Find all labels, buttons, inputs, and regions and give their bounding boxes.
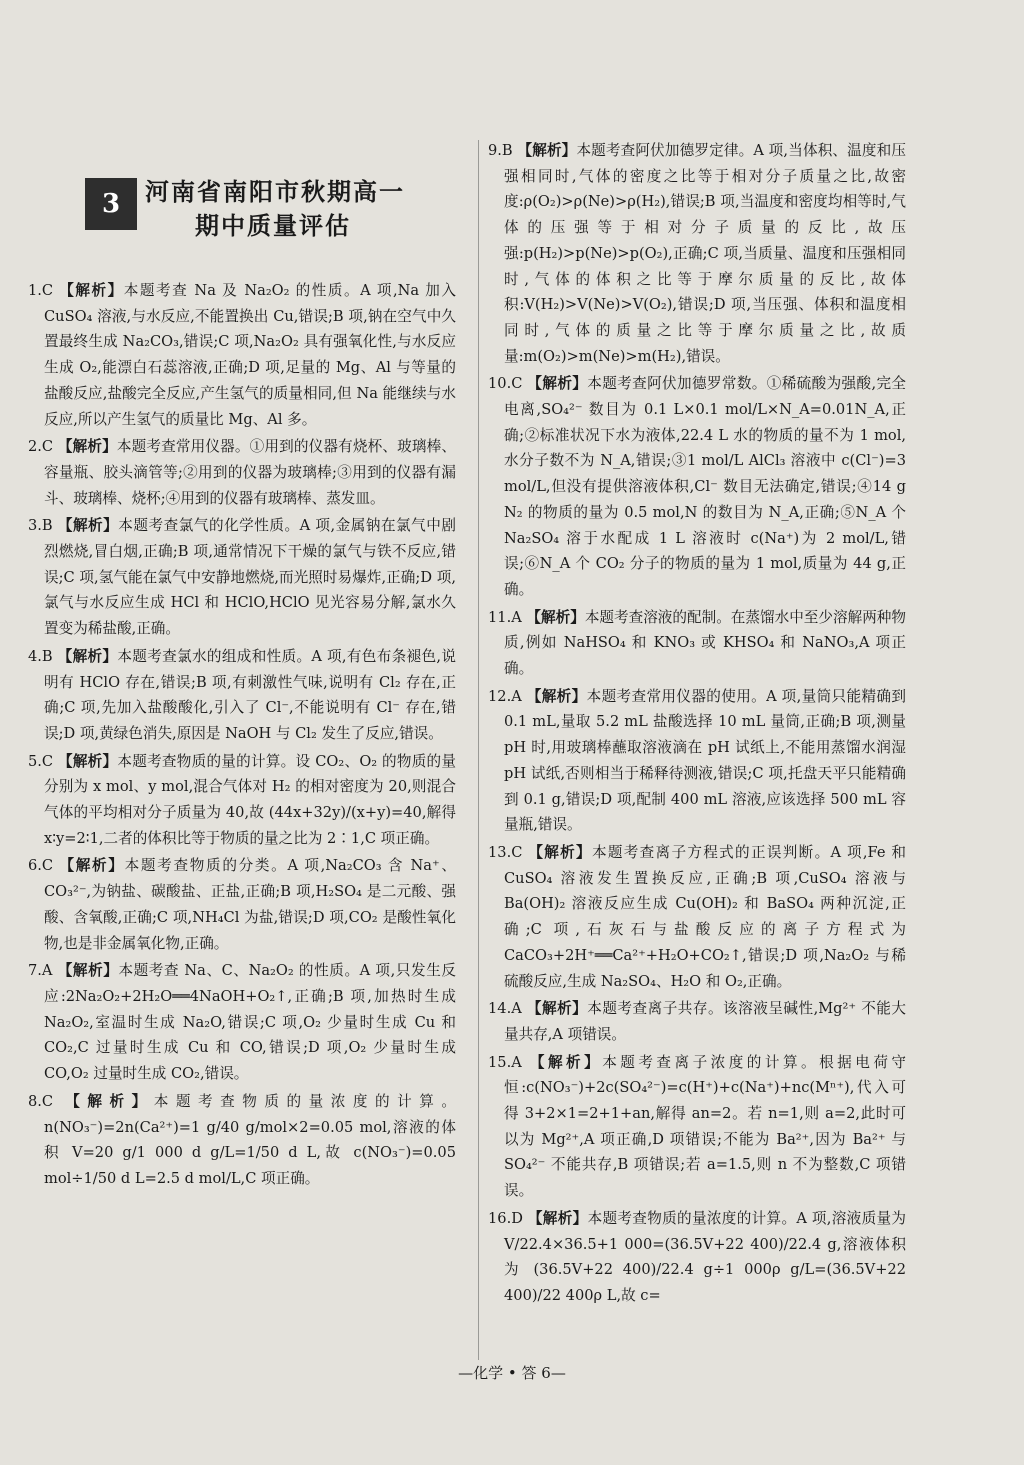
answer-item: 14.A 【解析】本题考查离子共存。该溶液呈碱性,Mg²⁺ 不能大量共存,A 项错误。: [488, 1000, 906, 1043]
left-column: [28, 278, 456, 1194]
answer-item: 15.A 【解析】本题考查离子浓度的计算。根据电荷守恒:c(NO₃⁻)+2c(SO₄²⁻)=c(H⁺)+c(Na⁺)+nc(Mⁿ⁺),代入可得 3+2×1=2+1+an,解得 an=2。若 n=1,则 a=2,此时可以为 Mg²⁺,A 项正确,D 项错误;不能为 Ba²⁺,因为 Ba²⁺ 与 SO₄²⁻ 不能共存,B 项错误;若 a=1.5,则 n 不为整数,C 项错误。: [488, 1053, 906, 1200]
answer-item: 16.D 【解析】本题考查物质的量浓度的计算。A 项,溶液质量为 V/22.4×36.5+1 000=(36.5V+22 400)/22.4 g,溶液体积为 (36.5V+22 400)/22.4 g÷1 000ρ g/L=(36.5V+22 400)/22 400ρ L,故 c=: [488, 1209, 906, 1304]
page-footer: —化学 • 答 6—: [458, 1364, 566, 1382]
answer-item: 4.B 【解析】本题考查氯水的组成和性质。A 项,有色布条褪色,说明有 HClO 存在,错误;B 项,有刺激性气味,说明有 Cl₂ 存在,正确;C 项,先加入盐酸酸化,引入了 Cl⁻,不能说明有 Cl⁻ 存在,错误;D 项,黄绿色消失,原因是 NaOH 与 Cl₂ 发生了反应,错误。: [28, 647, 456, 742]
right-column: [488, 138, 906, 1311]
section-title-line1: 河南省南阳市秋期高一: [145, 177, 405, 206]
answer-item: 11.A 【解析】本题考查溶液的配制。在蒸馏水中至少溶解两种物质,例如 NaHSO₄ 和 KNO₃ 或 KHSO₄ 和 NaNO₃,A 项正确。: [488, 608, 906, 678]
section-header: [85, 160, 475, 240]
answer-item: 1.C 【解析】本题考查 Na 及 Na₂O₂ 的性质。A 项,Na 加入 CuSO₄ 溶液,与水反应,不能置换出 Cu,错误;B 项,钠在空气中久置最终生成 Na₂CO₃,错误;C 项,Na₂O₂ 具有强氧化性,与水反应生成 O₂,能漂白石蕊溶液,正确;D 项,足量的 Mg、Al 与等量的盐酸反应,盐酸完全反应,产生氢气的质量相同,但 Na 能继续与水反应,所以产生氢气的质量比 Mg、Al 多。: [28, 282, 456, 428]
answer-item: 3.B 【解析】本题考查氯气的化学性质。A 项,金属钠在氯气中剧烈燃烧,冒白烟,正确;B 项,通常情况下干燥的氯气与铁不反应,错误;C 项,氢气能在氯气中安静地燃烧,而光照时易爆炸,正确;D 项,氯气与水反应生成 HCl 和 HClO,HClO 见光容易分解,氯水久置变为稀盐酸,正确。: [28, 517, 456, 638]
section-number: 3: [85, 178, 137, 230]
column-divider: [478, 140, 479, 1360]
answer-item: 10.C 【解析】本题考查阿伏加德罗常数。①稀硫酸为强酸,完全电离,SO₄²⁻ 数目为 0.1 L×0.1 mol/L×N_A=0.01N_A,正确;②标准状况下水为液体,22.4 L 水的物质的量不为 1 mol,水分子数不为 N_A,错误;③1 mol/L AlCl₃ 溶液中 c(Cl⁻)=3 mol/L,但没有提供溶液体积,Cl⁻ 数目无法确定,错误;④14 g N₂ 的物质的量为 0.5 mol,N 的数目为 N_A,正确;⑤N_A 个 Na₂SO₄ 溶于水配成 1 L 溶液时 c(Na⁺)为 2 mol/L,错误;⑥N_A 个 CO₂ 分子的物质的量为 1 mol,质量为 44 g,正确。: [488, 375, 906, 598]
answer-item: 2.C 【解析】本题考查常用仪器。①用到的仪器有烧杯、玻璃棒、容量瓶、胶头滴管等;②用到的仪器为玻璃棒;③用到的仪器有漏斗、玻璃棒、烧杯;④用到的仪器有玻璃棒、蒸发皿。: [28, 438, 456, 507]
answer-item: 5.C 【解析】本题考查物质的量的计算。设 CO₂、O₂ 的物质的量分别为 x mol、y mol,混合气体对 H₂ 的相对密度为 20,则混合气体的平均相对分子质量为 40,故 (44x+32y)/(x+y)=40,解得 x∶y=2∶1,二者的体积比等于物质的量之比为 2∶1,C 项正确。: [28, 752, 456, 847]
answer-item: 9.B 【解析】本题考查阿伏加德罗定律。A 项,当体积、温度和压强相同时,气体的密度之比等于相对分子质量之比,故密度:ρ(O₂)>ρ(Ne)>ρ(H₂),错误;B 项,当温度和密度均相等时,气体的压强等于相对分子质量的反比,故压强:p(H₂)>p(Ne)>p(O₂),正确;C 项,当质量、温度和压强相同时,气体的体积之比等于摩尔质量的反比,故体积:V(H₂)>V(Ne)>V(O₂),错误;D 项,当压强、体积和温度相同时,气体的质量之比等于摩尔质量之比,故质量:m(O₂)>m(Ne)>m(H₂),错误。: [488, 142, 906, 365]
answer-item: 12.A 【解析】本题考查常用仪器的使用。A 项,量筒只能精确到 0.1 mL,量取 5.2 mL 盐酸选择 10 mL 量筒,正确;B 项,测量 pH 时,用玻璃棒蘸取溶液滴在 pH 试纸上,不能用蒸馏水润湿 pH 试纸,否则相当于稀释待测液,错误;C 项,托盘天平只能精确到 0.1 g,错误;D 项,配制 400 mL 溶液,应该选择 500 mL 容量瓶,错误。: [488, 687, 906, 834]
answer-item: 7.A 【解析】本题考查 Na、C、Na₂O₂ 的性质。A 项,只发生反应:2Na₂O₂+2H₂O══4NaOH+O₂↑,正确;B 项,加热时生成 Na₂O₂,室温时生成 Na₂O,错误;C 项,O₂ 少量时生成 Cu 和 CO₂,C 过量时生成 Cu 和 CO,错误;D 项,O₂ 少量时生成 CO,O₂ 过量时生成 CO₂,错误。: [28, 962, 456, 1083]
answer-item: 13.C 【解析】本题考查离子方程式的正误判断。A 项,Fe 和 CuSO₄ 溶液发生置换反应,正确;B 项,CuSO₄ 溶液与 Ba(OH)₂ 溶液反应生成 Cu(OH)₂ 和 BaSO₄ 两种沉淀,正确;C 项,石灰石与盐酸反应的离子方程式为 CaCO₃+2H⁺══Ca²⁺+H₂O+CO₂↑,错误;D 项,Na₂O₂ 与稀硫酸反应,生成 Na₂SO₄、H₂O 和 O₂,正确。: [488, 843, 906, 990]
answer-item: 6.C 【解析】本题考查物质的分类。A 项,Na₂CO₃ 含 Na⁺、CO₃²⁻,为钠盐、碳酸盐、正盐,正确;B 项,H₂SO₄ 是二元酸、强酸、含氧酸,正确;C 项,NH₄Cl 为盐,错误;D 项,CO₂ 是酸性氧化物,也是非金属氧化物,正确。: [28, 857, 456, 952]
answer-item: 8.C 【解析】本题考查物质的量浓度的计算。n(NO₃⁻)=2n(Ca²⁺)=1 g/40 g/mol×2=0.05 mol,溶液的体积 V=20 g/1 000 d g/L=1/50 d L,故 c(NO₃⁻)=0.05 mol÷1/50 d L=2.5 d mol/L,C 项正确。: [28, 1092, 456, 1187]
section-title-line2: 期中质量评估: [195, 211, 351, 240]
